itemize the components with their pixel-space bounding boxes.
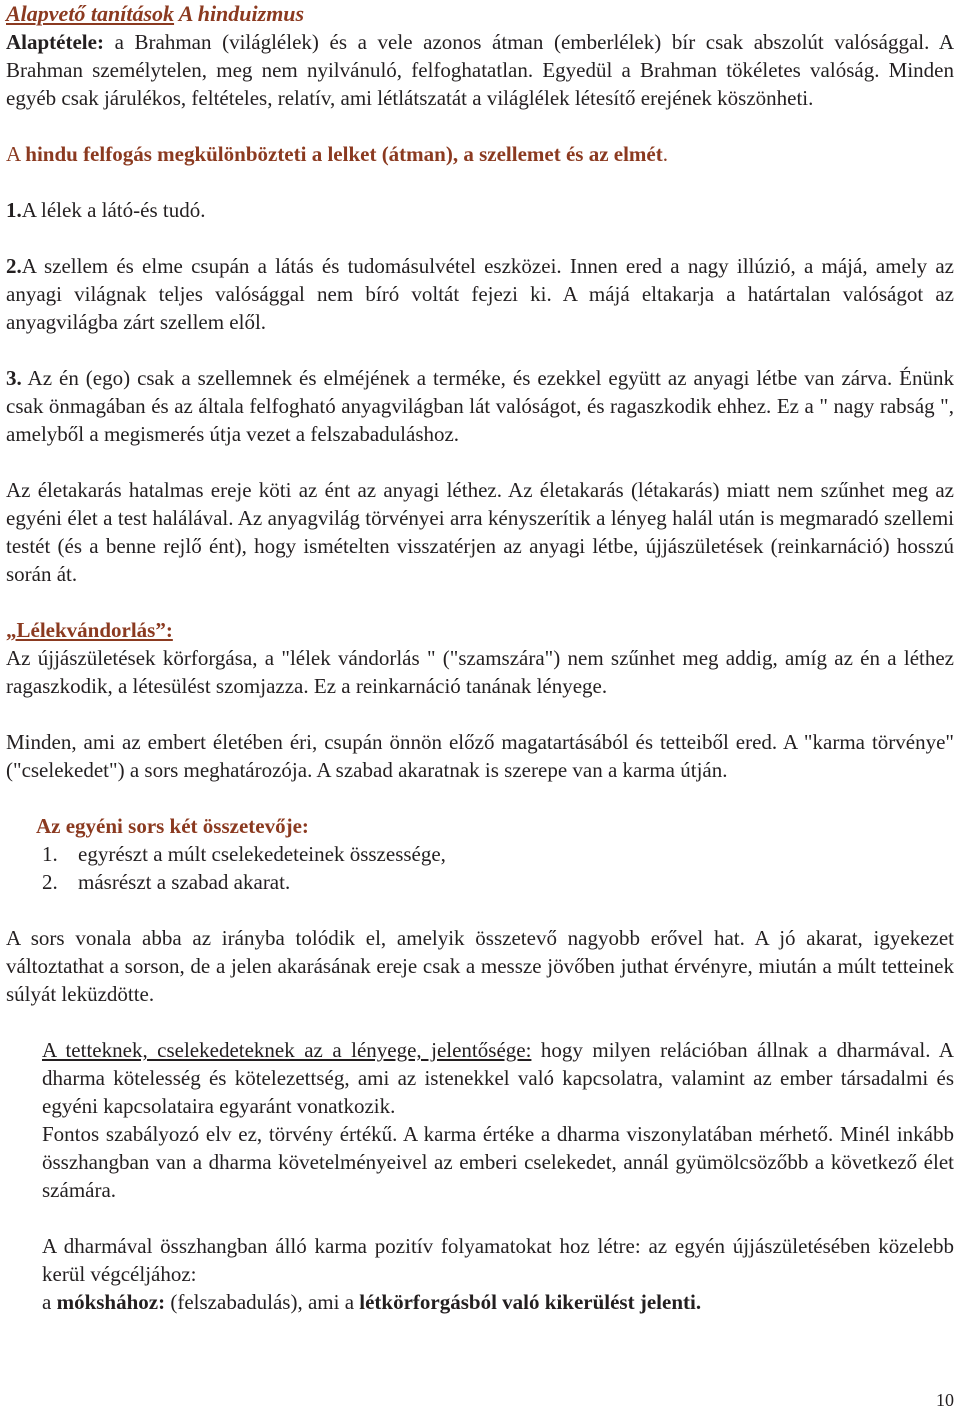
subheading-text: Az egyéni sors két összetevője: <box>36 814 309 838</box>
point-2-number: 2. <box>6 254 22 278</box>
paragraph-intro <box>6 28 954 112</box>
page-number: 10 <box>936 1390 954 1410</box>
fate-components-list <box>6 840 954 896</box>
list-item-number: 2. <box>42 870 58 894</box>
point-1-number: 1. <box>6 198 22 222</box>
list-item <box>42 840 954 868</box>
paragraph-life-will: Az életakarás hatalmas ereje köti az ént az anyagi léthez. Az életakarás (létakarás) miatt nem szűnhet meg az egyéni élet a test halálával. Az anyagvilág törvényei arra kényszerítik a lényeg halál után is megmaradó szellemi testét (és a benne rejlő ént), hogy ismételten visszatérjen az anyagi létbe, újjászületések (reinkarnáció) hosszú során át. <box>6 478 954 586</box>
moksha-middle: (felszabadulás), ami a <box>165 1290 360 1314</box>
section-heading <box>6 616 954 644</box>
point-1 <box>6 196 954 224</box>
distinction-end: . <box>662 142 668 166</box>
dharma-underlined: A tetteknek, cselekedeteknek az a lényege, jelentősége: <box>42 1038 532 1062</box>
distinction-prefix: A <box>6 142 26 166</box>
moksha-prefix: a <box>42 1290 57 1314</box>
point-1-text: A lélek a látó-és tudó. <box>21 198 206 222</box>
paragraph-dharma-continued: Fontos szabályozó elv ez, törvény értékű. A karma értéke a dharma viszonylatában mérhető. Minél inkább összhangban van a dharma követelményeivel az emberi cselekedet, annál gyümölcsözőbb a következő élet számára. <box>42 1122 954 1202</box>
list-item-number: 1. <box>42 842 58 866</box>
title-rest: A hinduizmus <box>174 1 305 26</box>
list-item-text: másrészt a szabad akarat. <box>78 870 291 894</box>
moksha-bold: mókshához: <box>56 1290 166 1314</box>
title-underlined: Alapvető tanítások <box>6 1 175 26</box>
list-item-text: egyrészt a múlt cselekedeteinek összessége, <box>78 842 446 866</box>
moksha-bold-end: létkörforgásból való kikerülést jelenti. <box>359 1290 702 1314</box>
point-2-text: A szellem és elme csupán a látás és tudomásulvétel eszközei. Innen ered a nagy illúzió, a májá, amely az anyagi világnak teljes valósággal nem bíró voltát fejezi ki. A májá eltakarja a határtalan valóságot az anyagvilágba zárt szellem elől. <box>6 254 954 334</box>
point-3-number: 3. <box>6 366 22 390</box>
paragraph-distinction <box>6 140 954 168</box>
document-page <box>6 0 954 1316</box>
dharma-text: hogy milyen relációban állnak a dharmával. A dharma kötelesség és kötelezettség, ami az istenekkel való kapcsolatra, valamint az ember társadalmi és egyéni kapcsolataira egyaránt vonatkozik. <box>42 1038 954 1118</box>
paragraph-moksha-line <box>42 1288 954 1316</box>
intro-text: a Brahman (világlélek) és a vele azonos átman (emberlélek) bír csak abszolút valósággal. A Brahman személytelen, meg nem nyilvánuló, felfoghatatlan. Egyedül a Brahman tökéletes valóság. Minden egyéb csak járulékos, feltételes, relatív, ami létlátszatát a világlélek létesítő erejének köszönheti. <box>6 30 954 110</box>
point-3 <box>6 364 954 448</box>
subheading <box>36 812 954 840</box>
document-title <box>6 0 954 28</box>
list-item <box>42 868 954 896</box>
paragraph-karma: Minden, ami az embert életében éri, csupán önnön előző magatartásából és tetteiből ered. A "karma törvénye" ("cselekedet") a sors meghatározója. A szabad akaratnak is szerepe van a karma útján. <box>6 730 954 782</box>
paragraph-dharma <box>42 1036 954 1120</box>
paragraph-moksha: A dharmával összhangban álló karma pozitív folyamatokat hoz létre: az egyén újjászületésében közelebb kerül végcéljához: <box>42 1234 954 1286</box>
paragraph-samsara: Az újjászületések körforgása, a "lélek vándorlás " ("szamszára") nem szűnhet meg addig, amíg az én a léthez ragaszkodik, a létesülést szomjazza. Ez a reinkarnáció tanának lényege. <box>6 646 954 698</box>
distinction-bold: hindu felfogás megkülönbözteti a lelket (átman), a szellemet és az elmét <box>25 142 663 166</box>
paragraph-fate-line: A sors vonala abba az irányba tolódik el, amelyik összetevő nagyobb erővel hat. A jó akarat, igyekezet változtathat a sorson, de a jelen akarásának ereje csak a messze jövőben juthat érvényre, miután a múlt tetteinek súlyát leküzdötte. <box>6 926 954 1006</box>
point-3-text: Az én (ego) csak a szellemnek és elméjének a terméke, és ezekkel együtt az anyagi létbe van zárva. Énünk csak önmagában és az általa felfogható anyagvilágban lát valóságot, és ragaszkodik ehhez. Ez a " nagy rabság ", amelyből a megismerés útja vezet a felszabaduláshoz. <box>6 366 954 446</box>
section-heading-text: „Lélekvándorlás”: <box>6 618 173 642</box>
point-2 <box>6 252 954 336</box>
intro-lead: Alaptétele: <box>6 30 104 54</box>
